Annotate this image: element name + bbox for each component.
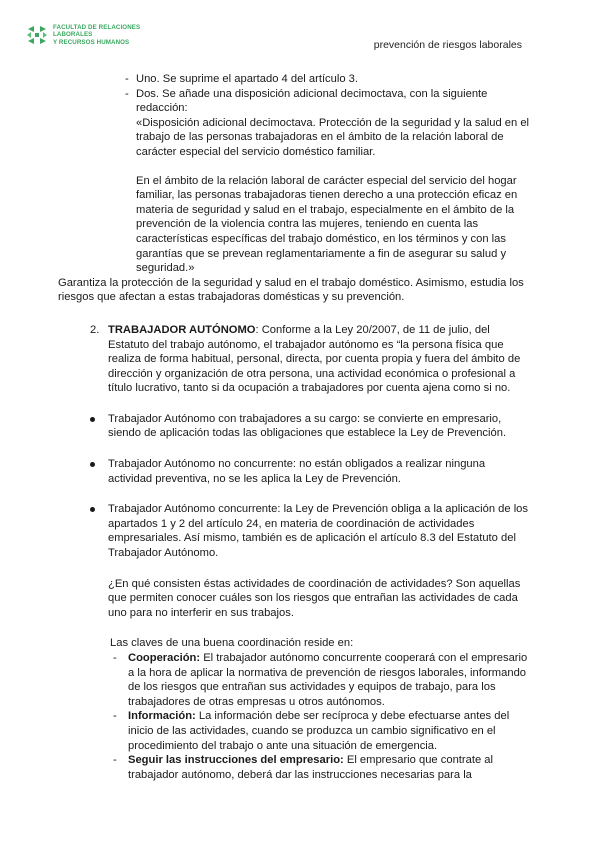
section-2	[72, 323, 532, 396]
page-header-title: prevención de riesgos laborales	[373, 39, 522, 51]
section-text: : Conforme a la Ley 20/2007, de 11 de julio, del Estatuto del trabajo autónomo, el trabajador autónomo es “la persona física que realiza de forma habitual, personal, directa, por cuenta propia y fuera del ámbito de dirección y organización de otra persona, una actividad económica o profesional a título lucrativo, tanto si da ocupación a trabajadores por cuenta ajena como si no.	[108, 323, 521, 395]
document-body	[58, 72, 532, 782]
claves-item	[58, 651, 532, 709]
quote-paragraph-1: «Disposición adicional decimoctava. Protección de la seguridad y la salud en el trabajo de las personas trabajadoras en el ámbito de la relación laboral de carácter especial del servicio doméstico familiar.	[136, 116, 530, 158]
dash-item-text: Dos. Se añade una disposición adicional decimoctava, con la siguiente redacción:	[136, 87, 488, 115]
bullet-item	[72, 412, 532, 441]
claves-text: El empresario que contrate al trabajador autónomo, deberá dar las instrucciones necesarias para la	[128, 754, 493, 781]
bullet-text: Trabajador Autónomo no concurrente: no están obligados a realizar ninguna actividad preventiva, no se les aplica la Ley de Prevención.	[108, 458, 486, 485]
bullet-dot	[90, 507, 95, 512]
question-paragraph: ¿En qué consisten éstas actividades de coordinación de actividades? Son aquellas que permiten conocer cuáles son los riesgos que entrañan las actividades de cada uno para no interferir en sus trabajos.	[108, 577, 521, 619]
claves-term: Cooperación:	[128, 652, 201, 664]
faculty-logo-icon	[25, 23, 49, 47]
section-heading: TRABAJADOR AUTÓNOMO	[108, 323, 256, 336]
logo-line-2: Y RECURSOS HUMANOS	[53, 38, 130, 46]
claves-text: El trabajador autónomo concurrente cooperará con el empresario a la hora de aplicar la normativa de prevención de riesgos laborales, informando de los riesgos que entrañan sus actividades y equipos de trabajo, para los trabajadores de otras empresas u otros autónomos.	[128, 652, 528, 708]
dash-marker: -	[113, 754, 117, 767]
bullet-dot	[90, 417, 95, 422]
claves-item	[58, 709, 532, 753]
claves-intro: Las claves de una buena coordinación reside en:	[110, 637, 354, 650]
quote-paragraph-2: En el ámbito de la relación laboral de carácter especial del servicio del hogar familiar, las personas trabajadoras tienen derecho a una protección eficaz en materia de seguridad y salud en el trabajo, especialmente en el ámbito de la prevención de la violencia contra las mujeres, teniendo en cuenta las características específicas del trabajo doméstico, en los términos y con las garantías que se prevean reglamentariamente a fin de asegurar su salud y seguridad.»	[136, 174, 518, 275]
dash-marker: -	[125, 87, 129, 100]
dash-marker: -	[113, 652, 117, 664]
logo-line-1: FACULTAD DE RELACIONES LABORALES	[53, 24, 141, 39]
bullet-dot	[90, 462, 95, 467]
claves-term: Seguir las instrucciones del empresario:	[128, 754, 344, 767]
quoted-provision	[72, 116, 532, 276]
claves-term: Información:	[128, 710, 196, 723]
section-number: 2.	[90, 323, 100, 336]
claves-text: La información debe ser recíproca y debe efectuarse antes del inicio de las actividades, cuando se produzca un cambio significativo en el procedimiento del trabajo o ante una situación de emergencia.	[128, 710, 510, 752]
bullet-item	[72, 457, 532, 486]
bullet-item	[72, 502, 532, 560]
dash-list-item	[72, 87, 532, 116]
claves-item	[58, 753, 532, 782]
dash-item-text: Uno. Se suprime el apartado 4 del artículo 3.	[136, 73, 359, 85]
dash-list-item	[72, 72, 532, 87]
bullet-text: Trabajador Autónomo concurrente: la Ley de Prevención obliga a la aplicación de los apartados 1 y 2 del artículo 24, en materia de coordinación de actividades empresariales. Así mismo, también es de aplicación el artículo 8.3 del Estatuto del Trabajador Autónomo.	[108, 503, 528, 560]
logo-text	[53, 24, 175, 46]
dash-marker: -	[125, 73, 129, 85]
bullet-text: Trabajador Autónomo con trabajadores a su cargo: se convierte en empresario, siendo de aplicación todas las obligaciones que establece la Ley de Prevención.	[108, 412, 507, 440]
faculty-logo	[25, 20, 175, 50]
summary-paragraph: Garantiza la protección de la seguridad y salud en el trabajo doméstico. Asimismo, estudia los riesgos que afectan a estas trabajadoras domésticas y su prevención.	[58, 276, 524, 304]
dash-marker: -	[113, 710, 117, 723]
